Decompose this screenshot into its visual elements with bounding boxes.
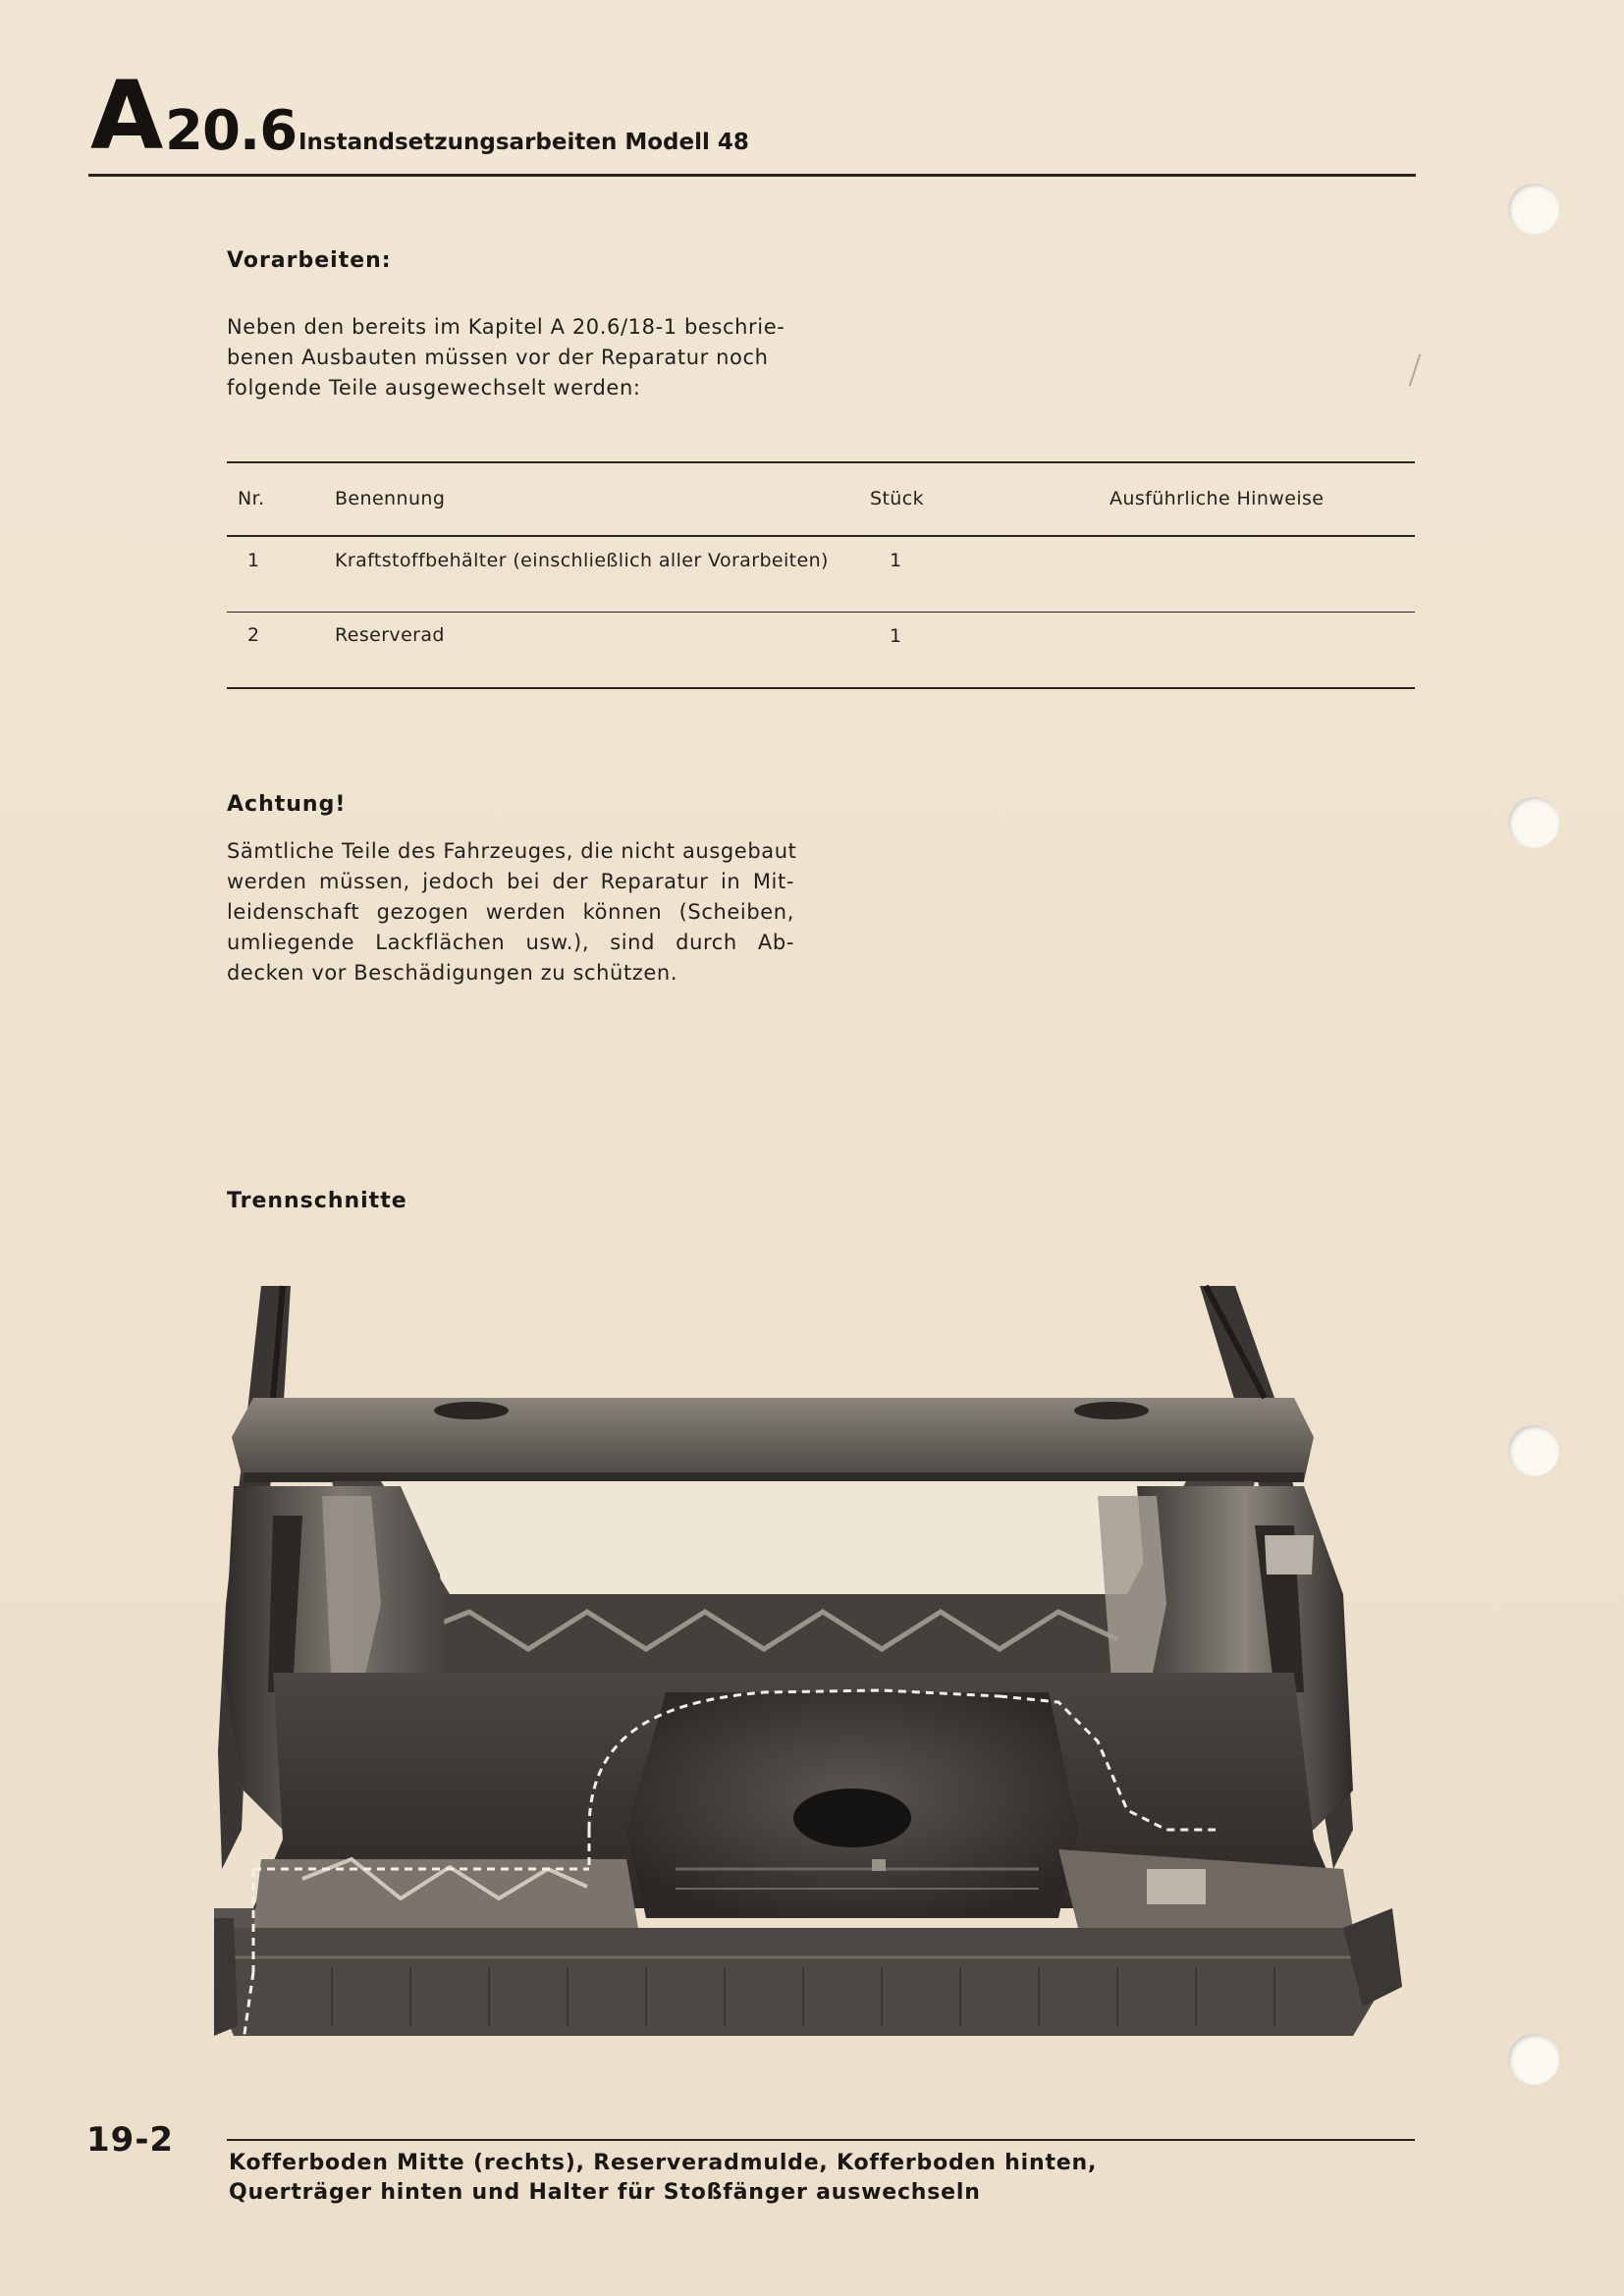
chapter-number: 20.6: [165, 99, 298, 163]
row-name: Reserverad: [335, 624, 445, 646]
prep-paragraph: [227, 312, 794, 403]
warning-line: umliegende Lackflächen usw.), sind durch Ab-: [227, 931, 794, 954]
table-row-rule: [227, 612, 1415, 613]
prep-line: Neben den bereits im Kapitel A 20.6/18-1 beschrie-: [227, 315, 785, 339]
binder-hole: [1508, 2034, 1559, 2085]
page-number: 19-2: [86, 2120, 175, 2160]
table-top-rule: [227, 461, 1415, 463]
warning-paragraph: [227, 836, 797, 988]
prep-line: folgende Teile ausgewechselt werden:: [227, 376, 641, 400]
warning-line: Sämtliche Teile des Fahrzeuges, die nicht ausgebaut: [227, 839, 797, 863]
warning-line: werden müssen, jedoch bei der Reparatur in Mit-: [227, 870, 794, 893]
chapter-letter: A: [90, 61, 160, 171]
row-name: Kraftstoffbehälter (einschließlich aller Vorarbeiten): [335, 550, 829, 571]
caption-line: Querträger hinten und Halter für Stoßfänger auswechseln: [229, 2180, 981, 2205]
warning-heading: Achtung!: [227, 792, 347, 817]
prep-line: benen Ausbauten müssen vor der Reparatur noch: [227, 346, 769, 369]
binder-hole: [1508, 184, 1559, 235]
col-header-nr: Nr.: [238, 488, 265, 509]
row-qty: 1: [890, 625, 902, 647]
page-title: Instandsetzungsarbeiten Modell 48: [298, 130, 749, 155]
trunk-floor-photo: [214, 1280, 1402, 2054]
binder-hole: [1508, 797, 1559, 848]
figure-caption: [229, 2149, 1097, 2208]
binder-hole: [1508, 1425, 1559, 1476]
col-header-qty: Stück: [870, 488, 925, 509]
row-nr: 1: [247, 550, 260, 571]
table-bottom-rule: [227, 687, 1415, 689]
paper-mark: [1409, 354, 1421, 387]
warning-line: leidenschaft gezogen werden können (Scheiben,: [227, 900, 794, 924]
cuts-heading: Trennschnitte: [227, 1189, 407, 1213]
footer-divider: [227, 2139, 1415, 2141]
prep-heading: Vorarbeiten:: [227, 248, 392, 273]
warning-line: decken vor Beschädigungen zu schützen.: [227, 961, 678, 985]
table-header-rule: [227, 535, 1415, 537]
row-qty: 1: [890, 550, 902, 571]
col-header-notes: Ausführliche Hinweise: [1110, 488, 1325, 509]
caption-line: Kofferboden Mitte (rechts), Reserveradmulde, Kofferboden hinten,: [229, 2151, 1098, 2175]
header-divider: [88, 174, 1416, 177]
row-nr: 2: [247, 624, 260, 646]
col-header-name: Benennung: [335, 488, 446, 509]
